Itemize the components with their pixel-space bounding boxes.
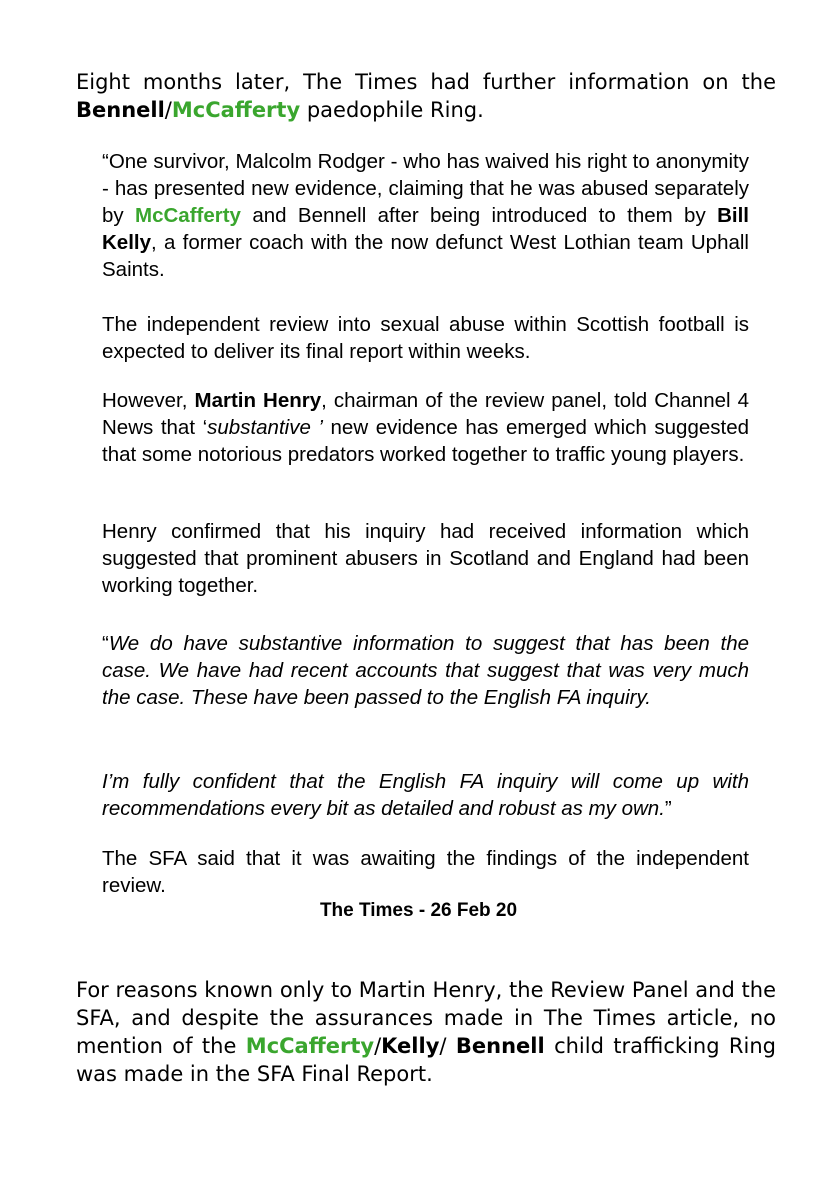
- separator-slash: /: [164, 98, 172, 122]
- intro-text-end: paedophile Ring.: [300, 98, 484, 122]
- quote-text: However,: [102, 389, 195, 412]
- open-quote-mark: “: [102, 632, 109, 655]
- quote-paragraph-1: [102, 148, 749, 283]
- quote-text: new evidence has emerged which suggested that some notorious predators worked together to traffic young players.: [102, 416, 749, 466]
- name-kelly: Kelly: [381, 1034, 440, 1058]
- name-bill-kelly: Bill Kelly: [102, 204, 749, 254]
- quote-text: and Bennell after being introduced to them by: [240, 204, 718, 227]
- quote-text: “One survivor, Malcolm Rodger - who has waived his right to anonymity - has presented new evidence, claiming that he was abused separately by: [102, 150, 749, 227]
- henry-statement-1: We do have substantive information to suggest that has been the case. We have had recent accounts that suggest that was very much the case. These have been passed to the English FA inquiry.: [102, 632, 749, 709]
- italic-substantive: substantive ’: [207, 416, 323, 439]
- close-quote-mark: ”: [664, 797, 672, 820]
- conclusion-text-end: child trafficking Ring was made in the SFA Final Report.: [76, 1034, 776, 1086]
- name-bennell: Bennell: [76, 98, 165, 122]
- conclusion-text-start: For reasons known only to Martin Henry, the Review Panel and the SFA, and despite the assurances made in The Times article, no mention of the: [76, 978, 776, 1058]
- intro-text-start: Eight months later, The Times had further information on the: [76, 70, 776, 94]
- henry-statement-2: I’m fully confident that the English FA inquiry will come up with recommendations every bit as detailed and robust as my own.: [102, 770, 749, 820]
- name-mccafferty: McCafferty: [171, 98, 301, 122]
- name-bennell: Bennell: [455, 1034, 545, 1058]
- separator-slash: /: [439, 1034, 447, 1058]
- source-citation: The Times - 26 Feb 20: [319, 900, 518, 921]
- quote-paragraph-2: The independent review into sexual abuse within Scottish football is expected to deliver its final report within weeks.: [102, 313, 749, 363]
- intro-paragraph: [76, 68, 776, 124]
- name-mccafferty: McCafferty: [135, 204, 241, 227]
- quote-paragraph-3: [102, 387, 749, 468]
- name-martin-henry: Martin Henry: [194, 389, 322, 412]
- quote-paragraph-4: Henry confirmed that his inquiry had received information which suggested that prominent abusers in Scotland and England had been working together.: [102, 520, 749, 597]
- separator-slash: /: [374, 1034, 382, 1058]
- conclusion-paragraph: [76, 976, 776, 1088]
- quote-paragraph-7: The SFA said that it was awaiting the findings of the independent review.: [102, 847, 749, 897]
- quote-paragraph-5: [102, 630, 749, 711]
- name-mccafferty: McCafferty: [245, 1034, 375, 1058]
- quote-text: , a former coach with the now defunct West Lothian team Uphall Saints.: [102, 231, 749, 281]
- quote-paragraph-6: [102, 768, 749, 822]
- quote-text: , chairman of the review panel, told Channel 4 News that ‘: [102, 389, 749, 439]
